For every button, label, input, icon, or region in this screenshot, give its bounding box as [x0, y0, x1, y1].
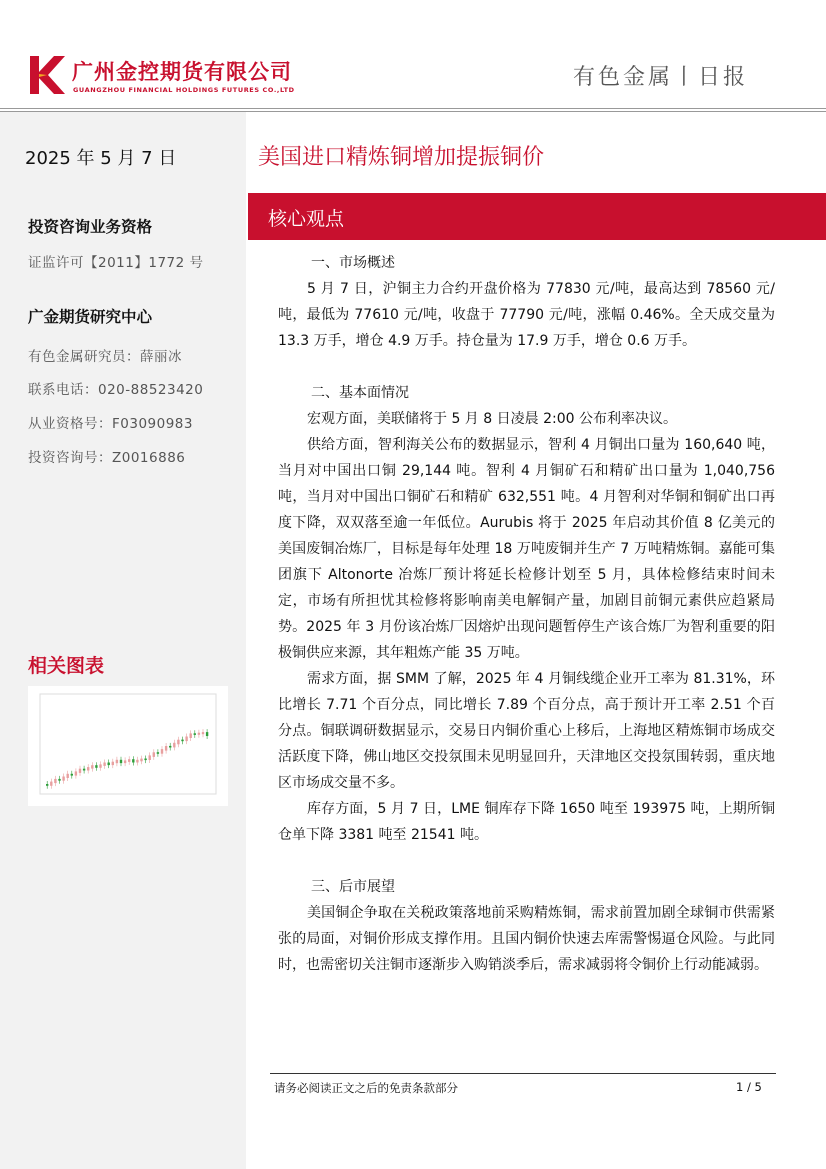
candlestick-thumbnail [28, 686, 228, 806]
page-number: 1 / 5 [736, 1080, 762, 1094]
candle-body [71, 774, 73, 776]
consult-number: 投资咨询号：Z0016886 [28, 450, 186, 466]
candle-body [161, 749, 163, 754]
candle-body [58, 779, 60, 781]
practice-qualification: 从业资格号：F03090983 [28, 416, 193, 432]
qualification-title: 投资咨询业务资格 [28, 218, 153, 236]
candle-body [108, 763, 110, 766]
candle-body [67, 774, 69, 778]
chart-thumbnail [28, 686, 228, 806]
company-logo [28, 54, 66, 96]
candle-body [157, 752, 159, 754]
candle-body [181, 740, 183, 742]
candle-body [91, 765, 93, 768]
section-heading: 一、市场概述 [311, 255, 395, 271]
candle-body [206, 732, 208, 736]
related-charts-heading: 相关图表 [28, 655, 105, 677]
paragraph: 5 月 7 日，沪铜主力合约开盘价格为 77830 元/吨，最高达到 78560 元/吨，最低为 77610 元/吨，收盘于 77790 元/吨，涨幅 0.46%。全天成交量为 13.3 万手，增仓 4.9 万手。持仓量为 17.9 万手，增仓 0.6 万手。 [278, 281, 775, 349]
report-body [278, 250, 775, 978]
research-center: 广金期货研究中心 [28, 308, 153, 326]
candle-body [99, 764, 101, 767]
core-view-label: 核心观点 [268, 208, 345, 230]
company-name-en: GUANGZHOU FINANCIAL HOLDINGS FUTURES CO.,LTD [73, 86, 295, 94]
candle-body [185, 737, 187, 742]
candle-body [202, 732, 204, 734]
paragraph: 供给方面，智利海关公布的数据显示，智利 4 月铜出口量为 160,640 吨，当月对中国出口铜 29,144 吨。智利 4 月铜矿石和精矿出口量为 1,040,756 吨，当月对中国出口铜矿石和精矿 632,551 吨。4 月智利对华铜和铜矿出口再度下降，双双落至逾一年低位。Aurubis 将于 2025 年启动其价值 8 亿美元的美国废铜冶炼厂，目标是每年处理 18 万吨废铜并生产 7 万吨精炼铜。嘉能可集团旗下 Altonorte 冶炼厂预计将延长检修计划至 5 月，具体检修结束时间未定，市场有所担忧其检修将影响南美电解铜产量，加剧目前铜元素供应趋紧局势。2025 年 3 月份该冶炼厂因熔炉出现问题暂停生产该合炼厂为智利重要的阳极铜供应来源，其年粗炼产能 35 万吨。 [278, 437, 775, 661]
candle-body [177, 740, 179, 745]
candle-body [169, 746, 171, 748]
candle-body [173, 743, 175, 748]
candle-body [112, 762, 114, 765]
logo-k-icon [28, 54, 66, 96]
candle-body [87, 767, 89, 770]
candle-body [165, 746, 167, 751]
candle-body [83, 769, 85, 771]
report-type: 有色金属丨日报 [572, 65, 748, 90]
candle-body [79, 769, 81, 773]
contact-phone: 联系电话：020-88523420 [28, 382, 204, 398]
candle-body [116, 760, 118, 763]
candle-body [132, 759, 134, 762]
candle-body [46, 784, 48, 786]
candle-body [50, 782, 52, 786]
candle-body [103, 763, 105, 766]
researcher-name: 有色金属研究员：薛丽冰 [28, 349, 182, 365]
candle-body [153, 752, 155, 757]
disclaimer: 请务必阅读正文之后的免责条款部分 [274, 1081, 458, 1095]
paragraph: 需求方面，据 SMM 了解，2025 年 4 月铜线缆企业开工率为 81.31%，环比增长 7.71 个百分点，同比增长 7.89 个百分点，高于预计开工率 2.51 个百分点。铜联调研数据显示，交易日内铜价重心上移后，上海地区精炼铜市场成交活跃度下降，佛山地区交投氛围未见明显回升，天津地区交投氛围转弱，重庆地区市场成交量不多。 [278, 671, 775, 791]
candle-body [194, 733, 196, 735]
report-title: 美国进口精炼铜增加提振铜价 [258, 145, 545, 170]
candle-body [140, 759, 142, 762]
candle-body [62, 777, 64, 781]
report-date: 2025 年 5 月 7 日 [25, 148, 177, 169]
candle-body [124, 760, 126, 763]
thumbnail-frame [40, 694, 216, 794]
candle-body [136, 760, 138, 763]
candle-body [198, 733, 200, 735]
section-heading: 二、基本面情况 [311, 385, 409, 401]
candle-body [75, 771, 77, 775]
header-divider [0, 108, 826, 109]
paragraph: 宏观方面，美联储将于 5 月 8 日凌晨 2:00 公布利率决议。 [307, 411, 677, 427]
candle-body [190, 733, 192, 738]
footer-divider [270, 1073, 776, 1074]
paragraph: 美国铜企争取在关税政策落地前采购精炼铜，需求前置加剧全球铜市供需紧张的局面，对铜价形成支撑作用。且国内铜价快速去库需警惕逼仓风险。与此同时，也需密切关注铜市逐渐步入购销淡季后，需求减弱将令铜价上行动能减弱。 [278, 905, 775, 973]
paragraph: 库存方面，5 月 7 日，LME 铜库存下降 1650 吨至 193975 吨，上期所铜仓单下降 3381 吨至 21541 吨。 [278, 801, 775, 843]
candle-body [54, 779, 56, 783]
section-heading: 三、后市展望 [311, 879, 395, 895]
candle-body [144, 759, 146, 761]
license-number: 证监许可【2011】1772 号 [28, 255, 204, 271]
candle-body [149, 755, 151, 760]
candle-body [120, 760, 122, 763]
candle-body [128, 759, 130, 762]
candle-body [95, 765, 97, 768]
company-name: 广州金控期货有限公司 [72, 60, 292, 84]
